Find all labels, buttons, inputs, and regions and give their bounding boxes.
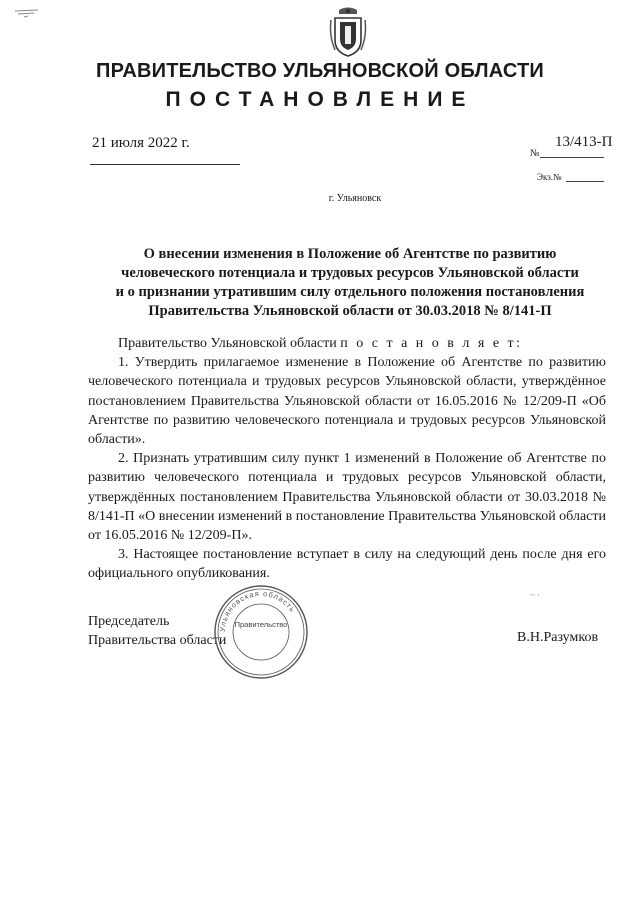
government-title: ПРАВИТЕЛЬСТВО УЛЬЯНОВСКОЙ ОБЛАСТИ (96, 60, 544, 82)
document-heading (90, 245, 610, 321)
document-date: 21 июля 2022 г. (92, 135, 190, 151)
paragraph-2: 2. Признать утратившим силу пункт 1 изменений в Положение об Агентстве по развитию человеческого потенциала и трудовых ресурсов Ульяновской области, утверждённых постановлением Правительства Ульяновской области от 30.03.2018 № 8/141-П «О внесении изменений в постановление Правительства Ульяновской области от 16.05.2016 № 12/209-П». (88, 451, 606, 544)
stamp-center-text: Правительство (234, 620, 288, 629)
stamp-ring-text: Ульяновская область (217, 588, 298, 633)
faint-mark: ~ · (530, 590, 541, 600)
signatory-position (88, 612, 226, 650)
document-type: ПОСТАНОВЛЕНИЕ (165, 88, 475, 111)
heading-line: человеческого потенциала и трудовых ресурсов Ульяновской области (121, 265, 579, 281)
position-line-1: Председатель (88, 614, 170, 629)
paragraph-3: 3. Настоящее постановление вступает в силу на следующий день после дня его официального опубликования. (88, 547, 606, 582)
coat-of-arms-icon (327, 6, 369, 58)
copy-underline (566, 181, 604, 182)
heading-line: О внесении изменения в Положение об Агентстве по развитию (143, 246, 557, 262)
date-underline (90, 164, 240, 165)
city: г. Ульяновск (328, 193, 382, 204)
number-label: № (530, 148, 540, 159)
official-stamp (212, 583, 310, 681)
position-line-2: Правительства области (88, 633, 227, 648)
preamble-verb: п о с т а н о в л я е т: (340, 336, 523, 351)
preamble (88, 334, 606, 353)
scribble-mark (14, 8, 40, 20)
copy-label: Экз.№ (537, 172, 562, 182)
paragraph-1: 1. Утвердить прилагаемое изменение в Положение об Агентстве по развитию человеческого потенциала и трудовых ресурсов Ульяновской области, утверждённое постановлением Правительства Ульяновской области от 16.05.2016 № 12/209-П «Об Агентстве по развитию человеческого потенциала и трудовых ресурсов Ульяновской области». (88, 355, 606, 448)
number-underline (540, 157, 604, 158)
document-number: 13/413-П (555, 134, 613, 150)
preamble-start: Правительство Ульяновской области (118, 336, 341, 351)
signatory-name: В.Н.Разумков (517, 630, 599, 645)
heading-line: и о признании утратившим силу отдельного положения постановления (115, 284, 585, 300)
document-body (88, 334, 606, 584)
heading-line: Правительства Ульяновской области от 30.03.2018 № 8/141-П (148, 303, 552, 319)
